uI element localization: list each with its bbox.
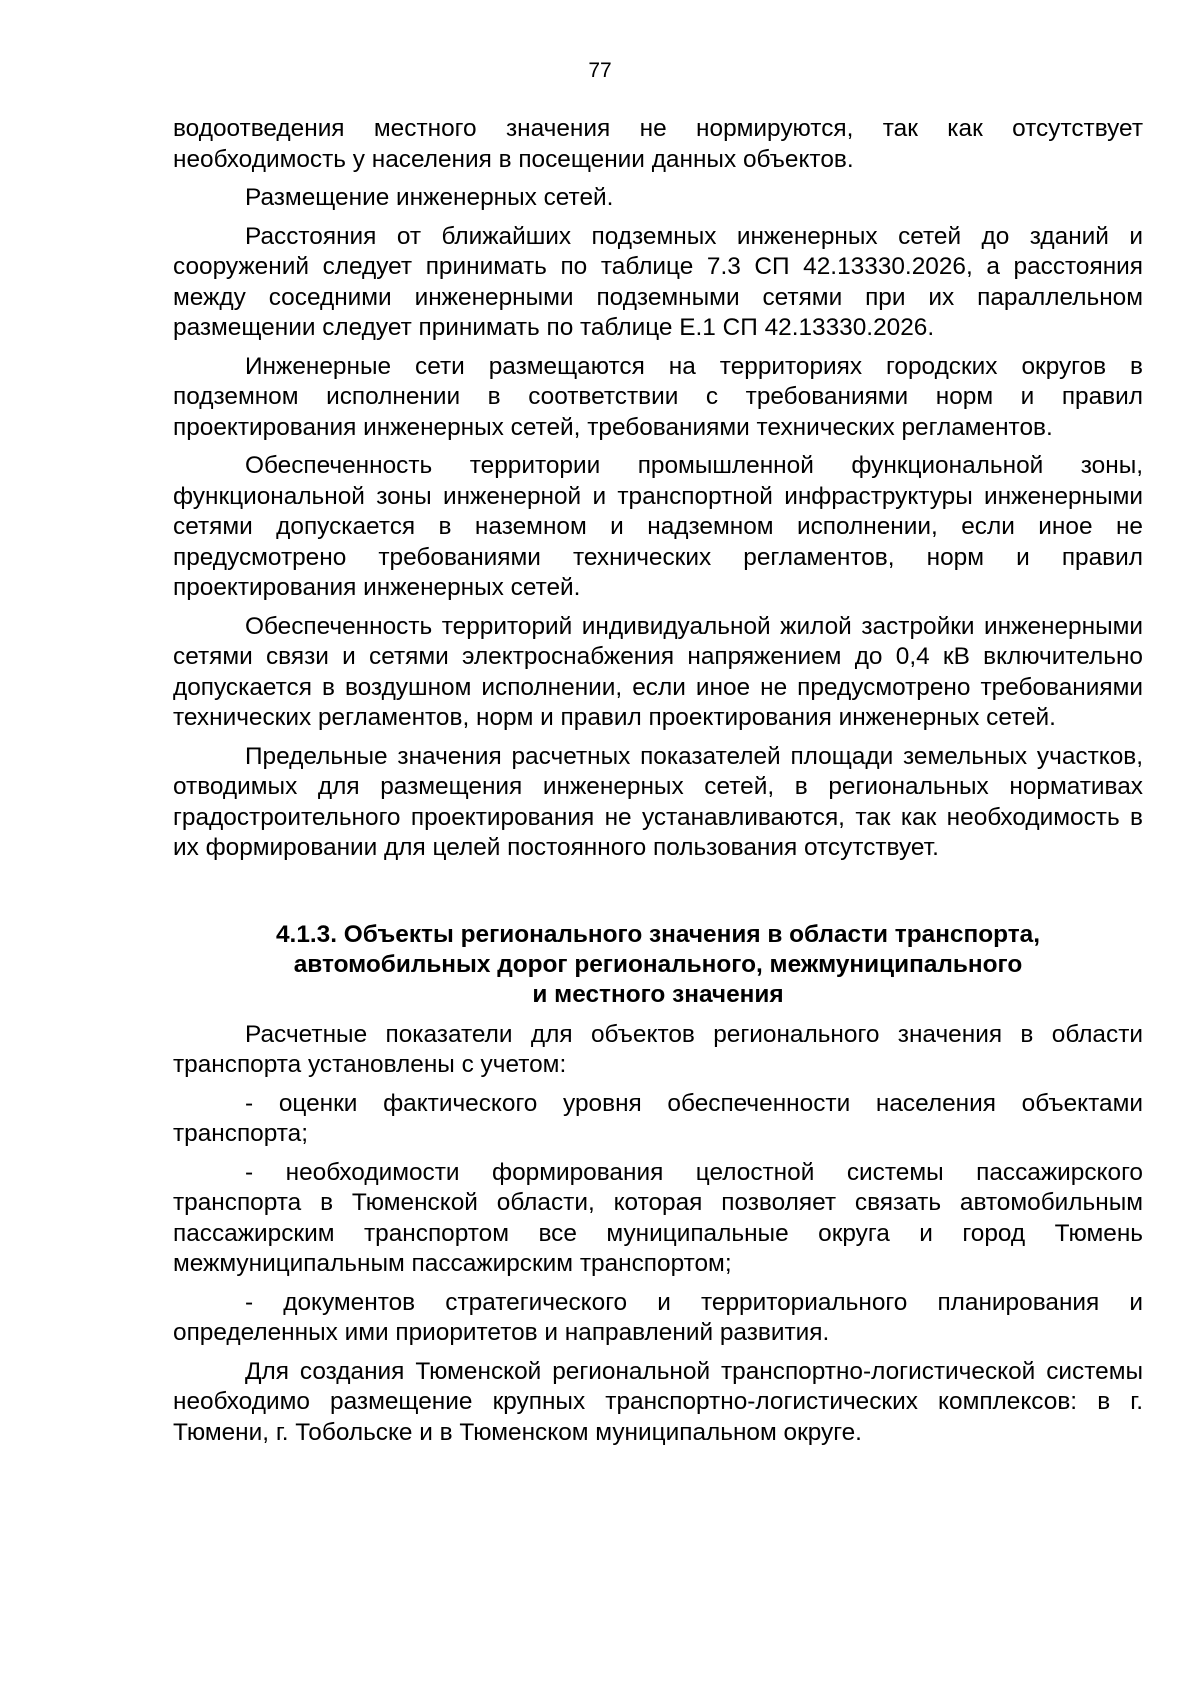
paragraph: Размещение инженерных сетей.	[245, 184, 614, 211]
paragraph: Обеспеченность территории промышленной функциональной зоны, функциональной зоны инженерной и транспортной инфраструктуры инженерными сетями допускается в наземном и надземном исполнении, если иное не предусмотрено требованиями технических регламентов, норм и правил проектирования инженерных сетей.	[173, 452, 1143, 601]
paragraph: Расчетные показатели для объектов регионального значения в области транспорта установлены с учетом:	[173, 1020, 1143, 1078]
page-body	[173, 114, 1143, 1456]
list-item: - необходимости формирования целостной системы пассажирского транспорта в Тюменской области, которая позволяет связать автомобильным пассажирским транспортом все муниципальные округа и город Тюмень межмуниципальным пассажирским транспортом;	[173, 1158, 1143, 1277]
paragraph: Для создания Тюменской региональной транспортно-логистической системы необходимо размещение крупных транспортно-логистических комплексов: в г. Тюмени, г. Тобольске и в Тюменском муниципальном округе.	[173, 1357, 1143, 1446]
paragraph: Обеспеченность территорий индивидуальной жилой застройки инженерными сетями связи и сетями электроснабжения напряжением до 0,4 кВ включительно допускается в воздушном исполнении, если иное не предусмотрено требованиями технических регламентов, норм и правил проектирования инженерных сетей.	[173, 612, 1143, 731]
list-item: - оценки фактического уровня обеспеченности населения объектами транспорта;	[173, 1089, 1143, 1147]
section-heading-line: 4.1.3. Объекты регионального значения в области транспорта,	[275, 920, 1040, 948]
paragraph: Предельные значения расчетных показателей площади земельных участков, отводимых для размещения инженерных сетей, в региональных нормативах градостроительного проектирования не устанавливаются, так как необходимость в их формировании для целей постоянного пользования отсутствует.	[173, 742, 1143, 861]
section-heading-line: автомобильных дорог регионального, межмуниципального	[293, 950, 1023, 978]
paragraph: Расстояния от ближайших подземных инженерных сетей до зданий и сооружений следует принимать по таблице 7.3 СП 42.13330.2026, а расстояния между соседними инженерными подземными сетями при их параллельном размещении следует принимать по таблице Е.1 СП 42.13330.2026.	[173, 222, 1143, 341]
section-heading	[173, 920, 1143, 1010]
list-item: - документов стратегического и территориального планирования и определенных ими приоритетов и направлений развития.	[173, 1288, 1143, 1346]
section-heading-line: и местного значения	[532, 980, 784, 1008]
paragraph: водоотведения местного значения не нормируются, так как отсутствует необходимость у населения в посещении данных объектов.	[173, 115, 1143, 173]
paragraph: Инженерные сети размещаются на территориях городских округов в подземном исполнении в соответствии с требованиями норм и правил проектирования инженерных сетей, требованиями технических регламентов.	[173, 352, 1143, 441]
page-number: 77	[588, 59, 612, 82]
